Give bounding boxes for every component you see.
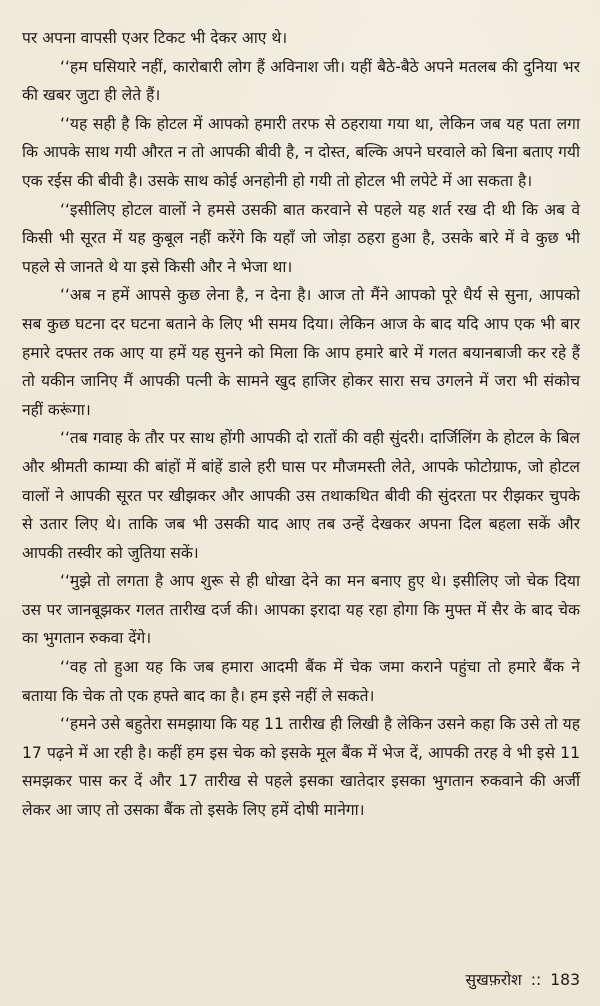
paragraph: ‘‘इसीलिए होटल वालों ने हमसे उसकी बात करवाने से पहले यह शर्त रख दी थी कि अब वे किसी भी सूरत में यह कुबूल नहीं करेंगे कि यहाँ जो जोड़ा ठहरा हुआ है, उसके बारे में वे कुछ भी पहले से जानते थे या इसे किसी और ने भेजा था। — [22, 200, 580, 276]
running-title: सुखफ़रोश — [465, 971, 522, 989]
paragraph: ‘‘हम घसियारे नहीं, कारोबारी लोग हैं अविनाश जी। यहीं बैठे-बैठे अपने मतलब की दुनिया भर की खबर जुटा ही लेते हैं। — [22, 57, 580, 105]
paragraph: ‘‘तब गवाह के तौर पर साथ होंगी आपकी दो रातों की वही सुंदरी। दार्जिलिंग के होटल के बिल और श्रीमती काम्या की बांहों में बांहें डाले हरी घास पर मौजमस्ती लेते, आपके फोटोग्राफ, जो होटल वालों ने आपकी सूरत पर खीझकर और आपकी उस तथाकथित बीवी की सुंदरता पर रीझकर चुपके से उतार लिए थे। ताकि जब भी उसकी याद आए तब उन्हें देखकर अपना दिल बहला सकें और आपकी तस्वीर को जुतिया सकें। — [22, 429, 580, 562]
footer-separator: :: — [530, 971, 542, 989]
paragraph: ‘‘मुझे तो लगता है आप शुरू से ही धोखा देने का मन बनाए हुए थे। इसीलिए जो चेक दिया उस पर जानबूझकर गलत तारीख दर्ज की। आपका इरादा यह रहा होगा कि मुफ्त में सैर के बाद चेक का भुगतान रुकवा देंगे। — [22, 572, 580, 648]
paragraph-continuation: पर अपना वापसी एअर टिकट भी देकर आए थे। — [22, 29, 288, 47]
paragraph: ‘‘यह सही है कि होटल में आपको हमारी तरफ से ठहराया गया था, लेकिन जब यह पता लगा कि आपके साथ गयी औरत न तो आपकी बीवी है, न दोस्त, बल्कि अपने घरवाले को बिना बताए गयी एक रईस की बीवी है। उसके साथ कोई अनहोनी हो गयी तो होटल भी लपेटे में आ सकता है। — [22, 114, 580, 190]
page-number: 183 — [550, 971, 580, 989]
paragraph: ‘‘वह तो हुआ यह कि जब हमारा आदमी बैंक में चेक जमा कराने पहुंचा तो हमारे बैंक ने बताया कि चेक तो एक हफ्ते बाद का है। हम इसे नहीं ले सकते। — [22, 658, 580, 705]
page-footer — [465, 968, 580, 992]
page-body — [22, 24, 580, 825]
paragraph: ‘‘अब न हमें आपसे कुछ लेना है, न देना है। आज तो मैंने आपको पूरे धैर्य से सुना, आपको सब कुछ घटना दर घटना बताने के लिए भी समय दिया। लेकिन आज के बाद यदि आप एक भी बार हमारे दफ्तर तक आए या हमें यह सुनने को मिला कि आप हमारे बारे में गलत बयानबाजी कर रहे हैं तो यकीन जानिए मैं आपकी पत्नी के सामने खुद हाजिर होकर सारा सच उगलने में जरा भी संकोच नहीं करूंगा। — [22, 286, 580, 419]
paragraph: ‘‘हमने उसे बहुतेरा समझाया कि यह 11 तारीख ही लिखी है लेकिन उसने कहा कि उसे तो यह 17 पढ़ने में आ रही है। कहीं हम इस चेक को इसके मूल बैंक में भेज दें, आपकी तरह वे भी इसे 11 समझकर पास कर दें और 17 तारीख से पहले इसका खातेदार इसका भुगतान रुकवाने की अर्जी लेकर आ जाए तो उसका बैंक तो इसके लिए हमें दोषी मानेगा। — [22, 715, 581, 820]
